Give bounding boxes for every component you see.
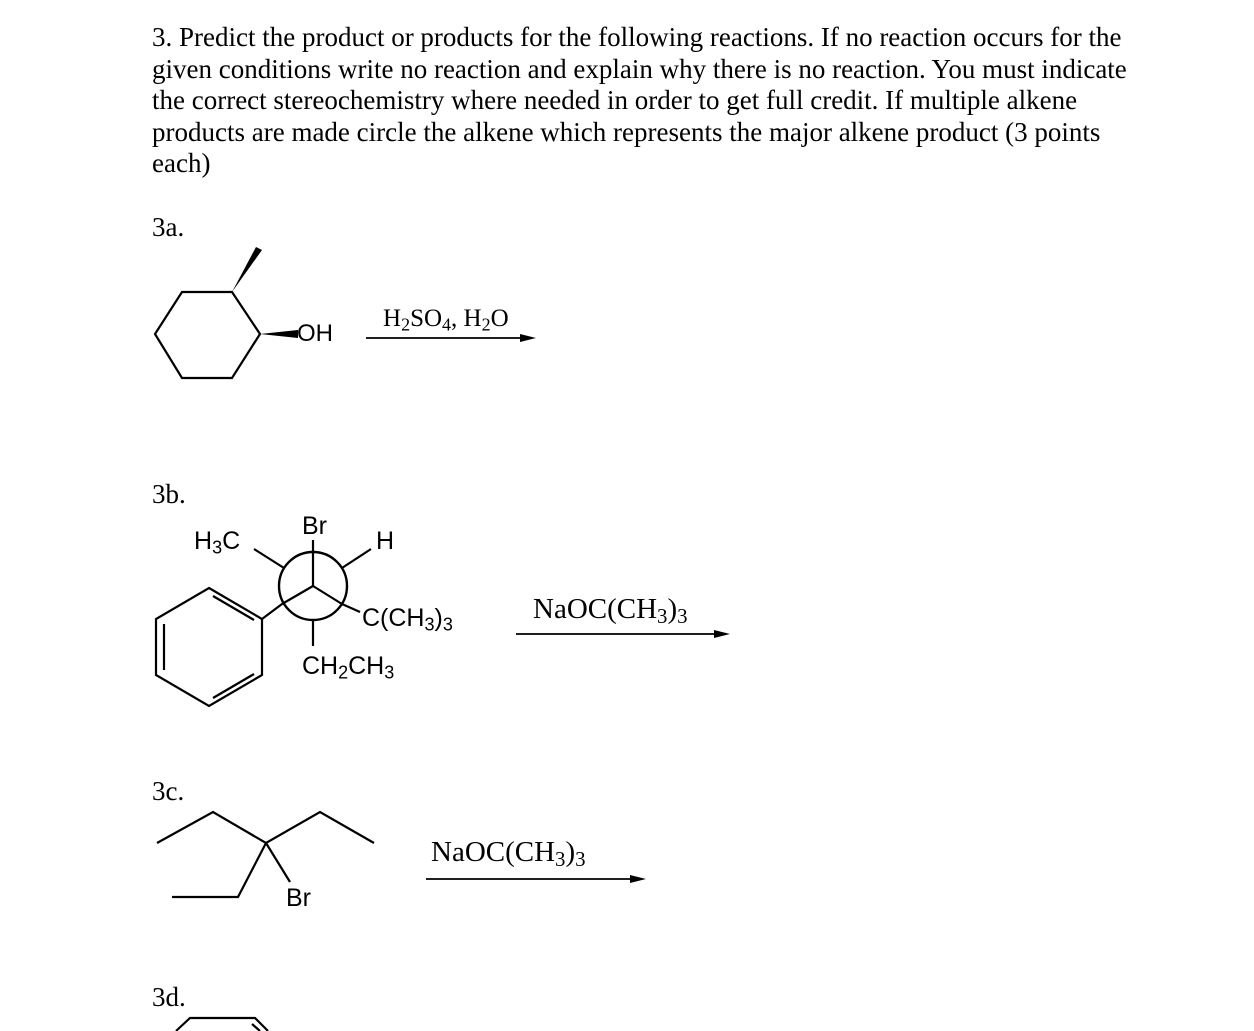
reagent-3a: $H_2SO_4$, $H_2O$	[383, 305, 509, 335]
reagent-3c: $NaOC(CH_3)_3$	[431, 836, 586, 872]
tert-butyl-group-label: $C(CH_3)_3$	[362, 604, 453, 635]
ethyl-group-label: $CH_2CH_3$	[302, 652, 395, 683]
question-text: 3. Predict the product or products for the following reactions. If no reaction occurs for the given conditions write no reaction and explain why there is no reaction. You must indicate the correct stereochemistry where needed in order to get full credit. If multiple alkene products are made circle the alkene which represents the major alkene product (3 points each)	[152, 22, 1127, 178]
problem-3d-label: 3d.	[152, 982, 186, 1012]
hydroxyl-group-label: OH	[297, 320, 333, 347]
problem-3b-label: 3b.	[152, 479, 186, 509]
reagent-3b: $NaOC(CH_3)_3$	[533, 593, 688, 629]
hydrogen-label: H	[376, 527, 395, 555]
methyl-group-label: $H_3C$	[194, 527, 241, 558]
problem-3c-label: 3c.	[152, 776, 185, 806]
problem-3a-label: 3a.	[152, 212, 185, 242]
bromo-group-label: Br	[302, 512, 327, 540]
bromo-group-label: Br	[286, 884, 311, 912]
